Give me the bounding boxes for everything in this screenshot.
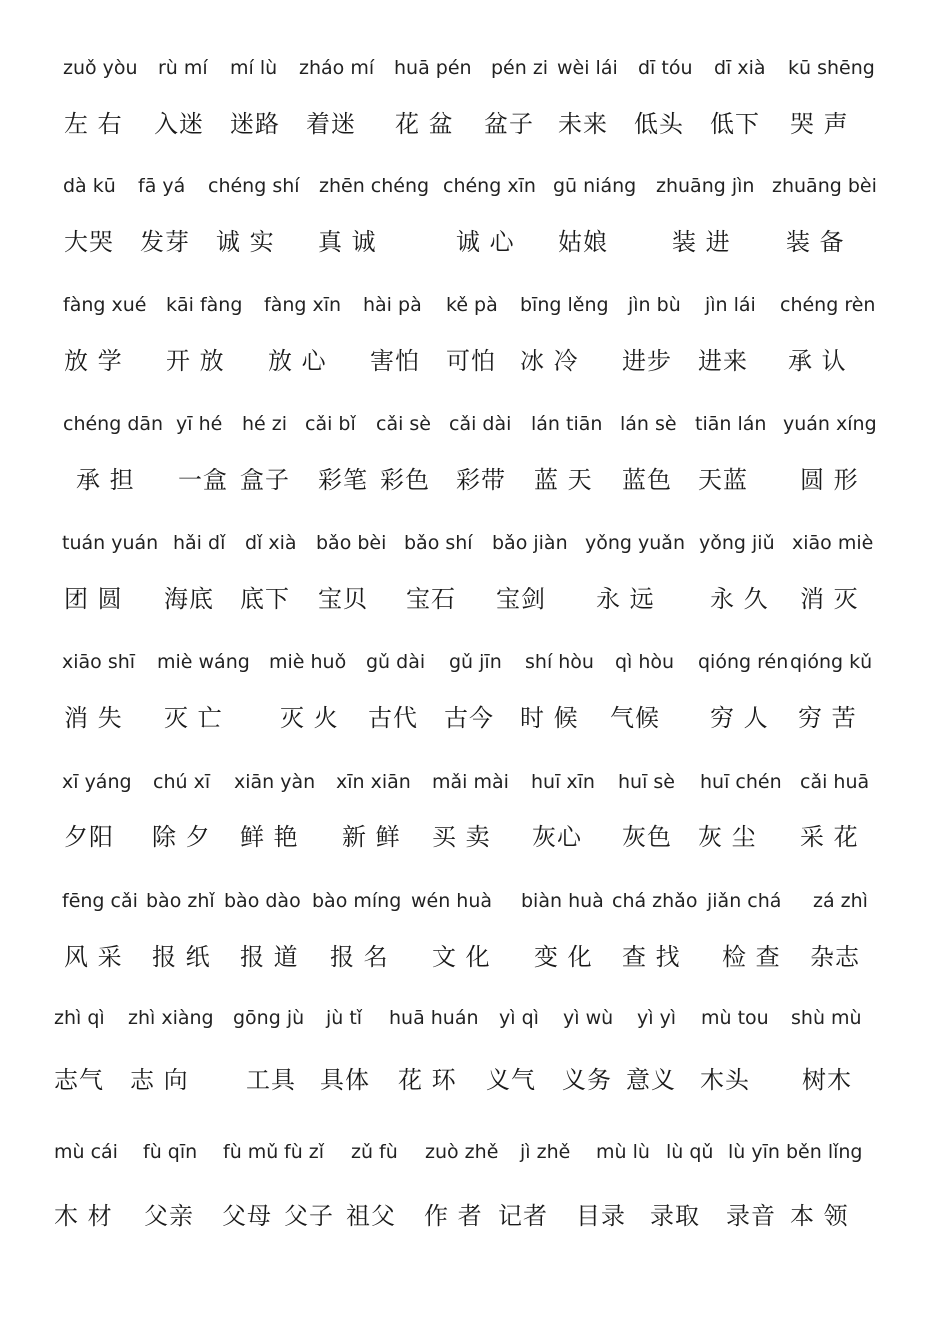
pinyin: kū shēng bbox=[788, 57, 875, 79]
pinyin: lán tiān bbox=[531, 413, 603, 435]
hanzi-word: 放 学 bbox=[64, 347, 123, 375]
pinyin: kāi fàng bbox=[166, 294, 243, 316]
pinyin: xiāo miè bbox=[792, 532, 874, 554]
pinyin: mí lù bbox=[230, 57, 278, 79]
pinyin: rù mí bbox=[158, 57, 208, 79]
pinyin: cǎi bǐ bbox=[305, 413, 356, 435]
hanzi-word: 除 夕 bbox=[152, 823, 211, 851]
hanzi-row-4 bbox=[0, 460, 950, 500]
pinyin: biàn huà bbox=[521, 890, 604, 912]
hanzi-word: 古今 bbox=[444, 704, 494, 732]
hanzi-word: 真 诚 bbox=[318, 228, 377, 256]
hanzi-word: 未来 bbox=[558, 110, 608, 138]
hanzi-row-7 bbox=[0, 817, 950, 857]
pinyin: bīng lěng bbox=[520, 294, 609, 316]
hanzi-word: 录音 bbox=[726, 1202, 776, 1230]
pinyin: fàng xué bbox=[63, 294, 147, 316]
pinyin: huī xīn bbox=[531, 771, 595, 793]
hanzi-word: 木 材 bbox=[54, 1202, 113, 1230]
hanzi-word: 低头 bbox=[634, 110, 684, 138]
pinyin: mù lù bbox=[596, 1141, 650, 1163]
hanzi-word: 记者 bbox=[498, 1202, 548, 1230]
hanzi-word: 承 担 bbox=[76, 466, 135, 494]
pinyin: jìn bù bbox=[628, 294, 681, 316]
hanzi-word: 迷路 bbox=[230, 110, 280, 138]
hanzi-word: 祖父 bbox=[346, 1202, 396, 1230]
pinyin: zhuāng jìn bbox=[656, 175, 755, 197]
pinyin: shí hòu bbox=[525, 651, 594, 673]
pinyin: cǎi huā bbox=[800, 771, 870, 793]
pinyin: qióng rén bbox=[698, 651, 789, 673]
hanzi-word: 报 名 bbox=[330, 943, 389, 971]
hanzi-word: 左 右 bbox=[64, 110, 123, 138]
pinyin: zǔ fù bbox=[351, 1141, 398, 1163]
pinyin: fù mǔ bbox=[223, 1141, 279, 1163]
hanzi-word: 蓝色 bbox=[622, 466, 672, 494]
pinyin: huā huán bbox=[389, 1007, 479, 1029]
pinyin: xiāo shī bbox=[62, 651, 136, 673]
hanzi-word: 灭 火 bbox=[280, 704, 339, 732]
pinyin: zá zhì bbox=[813, 890, 868, 912]
hanzi-word: 变 化 bbox=[534, 943, 593, 971]
hanzi-word: 志 向 bbox=[130, 1066, 189, 1094]
pinyin: fā yá bbox=[138, 175, 186, 197]
hanzi-word: 装 备 bbox=[786, 228, 845, 256]
hanzi-word: 灰心 bbox=[532, 823, 582, 851]
hanzi-word: 团 圆 bbox=[64, 585, 123, 613]
hanzi-word: 诚 实 bbox=[216, 228, 275, 256]
pinyin: běn lǐng bbox=[786, 1141, 863, 1163]
pinyin: shù mù bbox=[791, 1007, 862, 1029]
pinyin: bǎo bèi bbox=[316, 532, 387, 554]
pinyin: bào dào bbox=[224, 890, 301, 912]
hanzi-row-3 bbox=[0, 341, 950, 381]
pinyin: jìn lái bbox=[705, 294, 756, 316]
pinyin: hǎi dǐ bbox=[173, 532, 226, 554]
hanzi-word: 承 认 bbox=[788, 347, 847, 375]
pinyin: yì wù bbox=[563, 1007, 614, 1029]
hanzi-word: 文 化 bbox=[432, 943, 491, 971]
hanzi-word: 木头 bbox=[700, 1066, 750, 1094]
pinyin-row-8 bbox=[0, 881, 950, 921]
pinyin: mù cái bbox=[54, 1141, 118, 1163]
pinyin: wén huà bbox=[411, 890, 493, 912]
pinyin: zhì qì bbox=[54, 1007, 105, 1029]
pinyin-row-10 bbox=[0, 1132, 950, 1172]
hanzi-word: 灭 亡 bbox=[164, 704, 223, 732]
pinyin: gū niáng bbox=[553, 175, 637, 197]
pinyin: fù zǐ bbox=[284, 1141, 325, 1163]
hanzi-word: 气候 bbox=[610, 704, 660, 732]
pinyin: yì qì bbox=[499, 1007, 539, 1029]
hanzi-word: 新 鲜 bbox=[342, 823, 401, 851]
hanzi-word: 花 盆 bbox=[395, 110, 454, 138]
hanzi-word: 圆 形 bbox=[800, 466, 859, 494]
hanzi-word: 工具 bbox=[246, 1066, 296, 1094]
pinyin: jiǎn chá bbox=[707, 890, 782, 912]
hanzi-word: 目录 bbox=[576, 1202, 626, 1230]
hanzi-row-9 bbox=[0, 1060, 950, 1100]
hanzi-word: 冰 冷 bbox=[520, 347, 579, 375]
hanzi-word: 海底 bbox=[164, 585, 214, 613]
hanzi-word: 灰 尘 bbox=[698, 823, 757, 851]
hanzi-word: 一盒 bbox=[178, 466, 228, 494]
pinyin: dī xià bbox=[714, 57, 766, 79]
pinyin: cǎi dài bbox=[449, 413, 512, 435]
pinyin: bào zhǐ bbox=[146, 890, 215, 912]
hanzi-word: 具体 bbox=[320, 1066, 370, 1094]
pinyin: xī yáng bbox=[62, 771, 132, 793]
hanzi-word: 夕阳 bbox=[64, 823, 114, 851]
hanzi-word: 消 失 bbox=[64, 704, 123, 732]
pinyin: jù tǐ bbox=[326, 1007, 363, 1029]
pinyin: huā pén bbox=[394, 57, 472, 79]
hanzi-word: 穷 苦 bbox=[798, 704, 857, 732]
hanzi-word: 录取 bbox=[650, 1202, 700, 1230]
hanzi-word: 风 采 bbox=[64, 943, 123, 971]
hanzi-word: 报 纸 bbox=[152, 943, 211, 971]
hanzi-word: 哭 声 bbox=[790, 110, 849, 138]
pinyin: zuò zhě bbox=[425, 1141, 499, 1163]
hanzi-word: 宝贝 bbox=[318, 585, 368, 613]
pinyin: hé zi bbox=[242, 413, 288, 435]
hanzi-word: 盆子 bbox=[484, 110, 534, 138]
pinyin: tiān lán bbox=[695, 413, 767, 435]
hanzi-word: 树木 bbox=[802, 1066, 852, 1094]
pinyin: bào míng bbox=[312, 890, 402, 912]
hanzi-word: 害怕 bbox=[370, 347, 420, 375]
hanzi-word: 意义 bbox=[626, 1066, 676, 1094]
hanzi-word: 宝石 bbox=[406, 585, 456, 613]
pinyin: xīn xiān bbox=[336, 771, 411, 793]
hanzi-word: 宝剑 bbox=[496, 585, 546, 613]
pinyin-row-5 bbox=[0, 523, 950, 563]
hanzi-word: 进步 bbox=[622, 347, 672, 375]
pinyin: miè wáng bbox=[157, 651, 250, 673]
hanzi-word: 诚 心 bbox=[456, 228, 515, 256]
pinyin: chéng xīn bbox=[443, 175, 536, 197]
hanzi-word: 父子 bbox=[284, 1202, 334, 1230]
hanzi-word: 永 久 bbox=[710, 585, 769, 613]
hanzi-word: 大哭 bbox=[64, 228, 114, 256]
pinyin: fù qīn bbox=[143, 1141, 198, 1163]
pinyin-row-9 bbox=[0, 998, 950, 1038]
pinyin: lù yīn bbox=[728, 1141, 780, 1163]
hanzi-word: 永 远 bbox=[596, 585, 655, 613]
pinyin: zhì xiàng bbox=[128, 1007, 214, 1029]
hanzi-row-8 bbox=[0, 937, 950, 977]
hanzi-word: 底下 bbox=[240, 585, 290, 613]
hanzi-row-6 bbox=[0, 698, 950, 738]
hanzi-word: 作 者 bbox=[424, 1202, 483, 1230]
pinyin-row-1 bbox=[0, 48, 950, 88]
hanzi-word: 天蓝 bbox=[698, 466, 748, 494]
hanzi-word: 彩带 bbox=[456, 466, 506, 494]
pinyin: zuǒ yòu bbox=[63, 57, 138, 79]
pinyin: dī tóu bbox=[638, 57, 693, 79]
pinyin: wèi lái bbox=[557, 57, 618, 79]
hanzi-word: 入迷 bbox=[154, 110, 204, 138]
pinyin: chá zhǎo bbox=[612, 890, 698, 912]
pinyin: yuán xíng bbox=[783, 413, 877, 435]
pinyin: cǎi sè bbox=[376, 413, 431, 435]
pinyin: chéng dān bbox=[63, 413, 164, 435]
pinyin: yǒng jiǔ bbox=[699, 532, 775, 554]
hanzi-word: 进来 bbox=[698, 347, 748, 375]
pinyin: yì yì bbox=[637, 1007, 677, 1029]
hanzi-word: 时 候 bbox=[520, 704, 579, 732]
hanzi-row-10 bbox=[0, 1196, 950, 1236]
hanzi-word: 可怕 bbox=[446, 347, 496, 375]
hanzi-word: 彩笔 bbox=[318, 466, 368, 494]
hanzi-row-2 bbox=[0, 222, 950, 262]
pinyin: qióng kǔ bbox=[790, 651, 873, 673]
hanzi-word: 蓝 天 bbox=[534, 466, 593, 494]
hanzi-word: 检 查 bbox=[722, 943, 781, 971]
hanzi-word: 采 花 bbox=[800, 823, 859, 851]
pinyin: dǐ xià bbox=[245, 532, 297, 554]
pinyin: yǒng yuǎn bbox=[585, 532, 685, 554]
pinyin: chéng rèn bbox=[780, 294, 876, 316]
hanzi-word: 开 放 bbox=[166, 347, 225, 375]
hanzi-word: 义气 bbox=[486, 1066, 536, 1094]
pinyin: gǔ dài bbox=[366, 651, 426, 673]
pinyin: kě pà bbox=[446, 294, 498, 316]
hanzi-row-1 bbox=[0, 104, 950, 144]
pinyin: huī sè bbox=[618, 771, 675, 793]
pinyin: mǎi mài bbox=[432, 771, 509, 793]
pinyin: miè huǒ bbox=[269, 651, 347, 673]
pinyin-row-6 bbox=[0, 642, 950, 682]
pinyin: lù qǔ bbox=[666, 1141, 714, 1163]
pinyin: zhēn chéng bbox=[319, 175, 430, 197]
pinyin: gōng jù bbox=[233, 1007, 305, 1029]
pinyin: pén zi bbox=[491, 57, 549, 79]
pinyin: gǔ jīn bbox=[449, 651, 502, 673]
pinyin: fēng cǎi bbox=[62, 890, 138, 912]
pinyin-row-3 bbox=[0, 285, 950, 325]
pinyin: lán sè bbox=[620, 413, 677, 435]
pinyin: bǎo jiàn bbox=[492, 532, 568, 554]
hanzi-word: 查 找 bbox=[622, 943, 681, 971]
hanzi-word: 盒子 bbox=[240, 466, 290, 494]
pinyin: yī hé bbox=[176, 413, 223, 435]
pinyin: chéng shí bbox=[208, 175, 300, 197]
hanzi-word: 父母 bbox=[222, 1202, 272, 1230]
pinyin: qì hòu bbox=[615, 651, 675, 673]
pinyin: tuán yuán bbox=[62, 532, 159, 554]
hanzi-word: 灰色 bbox=[622, 823, 672, 851]
pinyin-row-2 bbox=[0, 166, 950, 206]
hanzi-word: 着迷 bbox=[306, 110, 356, 138]
hanzi-word: 父亲 bbox=[144, 1202, 194, 1230]
hanzi-word: 买 卖 bbox=[432, 823, 491, 851]
hanzi-word: 花 环 bbox=[398, 1066, 457, 1094]
pinyin: zháo mí bbox=[299, 57, 375, 79]
hanzi-word: 低下 bbox=[710, 110, 760, 138]
hanzi-word: 古代 bbox=[368, 704, 418, 732]
hanzi-word: 杂志 bbox=[810, 943, 860, 971]
pinyin: chú xī bbox=[153, 771, 211, 793]
pinyin: bǎo shí bbox=[404, 532, 473, 554]
hanzi-word: 本 领 bbox=[790, 1202, 849, 1230]
pinyin: xiān yàn bbox=[234, 771, 316, 793]
hanzi-word: 姑娘 bbox=[558, 228, 608, 256]
hanzi-word: 消 灭 bbox=[800, 585, 859, 613]
hanzi-word: 发芽 bbox=[140, 228, 190, 256]
hanzi-word: 穷 人 bbox=[710, 704, 769, 732]
hanzi-word: 志气 bbox=[54, 1066, 104, 1094]
hanzi-word: 义务 bbox=[562, 1066, 612, 1094]
pinyin: jì zhě bbox=[520, 1141, 571, 1163]
hanzi-word: 彩色 bbox=[380, 466, 430, 494]
pinyin-row-4 bbox=[0, 404, 950, 444]
hanzi-word: 报 道 bbox=[240, 943, 299, 971]
pinyin: huī chén bbox=[700, 771, 782, 793]
pinyin-row-7 bbox=[0, 762, 950, 802]
pinyin: dà kū bbox=[63, 175, 116, 197]
pinyin: mù tou bbox=[701, 1007, 769, 1029]
pinyin: zhuāng bèi bbox=[772, 175, 877, 197]
pinyin: hài pà bbox=[363, 294, 422, 316]
hanzi-row-5 bbox=[0, 579, 950, 619]
pinyin: fàng xīn bbox=[264, 294, 342, 316]
hanzi-word: 鲜 艳 bbox=[240, 823, 299, 851]
hanzi-word: 放 心 bbox=[268, 347, 327, 375]
hanzi-word: 装 进 bbox=[672, 228, 731, 256]
